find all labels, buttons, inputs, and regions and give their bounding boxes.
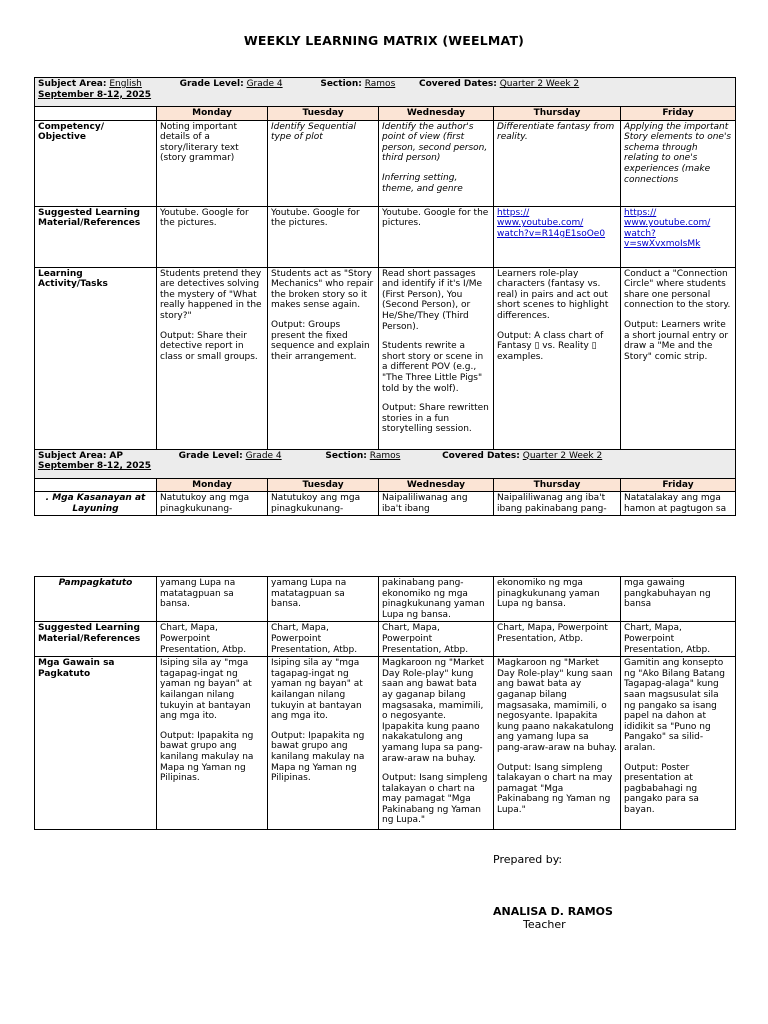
english-activities-monday	[157, 267, 268, 449]
english-materials-friday-link[interactable]: https:// www.youtube.com/ watch? v=swXvxmoIsMk	[624, 207, 711, 250]
ap-objective-bottom-thursday: ekonomiko ng mga pinagkukunang yaman Lupa ng bansa.	[494, 577, 621, 622]
english-competency-wednesday	[379, 120, 494, 206]
ap-grade-value: Grade 4	[245, 450, 282, 461]
ap-materials-monday: Chart, Mapa, Powerpoint Presentation, Atbp.	[157, 622, 268, 657]
english-activities-friday	[621, 267, 736, 449]
english-materials-friday	[621, 206, 736, 267]
ap-materials-friday: Chart, Mapa, Powerpoint Presentation, Atbp.	[621, 622, 736, 657]
ap-activities-thursday-2: Output: Isang simpleng talakayan o chart na may pamagat "Mga Pakinabang ng Yaman ng Lupa."	[497, 762, 613, 815]
english-activities-monday-2: Output: Share their detective report in class or small groups.	[160, 330, 258, 362]
ap-objective-bottom-tuesday: yamang Lupa na matatagpuan sa bansa.	[268, 577, 379, 622]
ap-objective-bottom-row	[35, 577, 736, 622]
ap-activities-tuesday-1: Isiping sila ay "mga tagapag-ingat ng yaman ng bayan" at kailangan nilang tukuyin at bantayan ang mga ito.	[271, 658, 363, 722]
english-competency-row	[35, 120, 736, 206]
english-activities-wednesday-1: Read short passages and identify if it's I/Me (First Person), You (Second Person), or He/She/They (Third Person).	[382, 268, 483, 332]
ap-activities-monday-1: Isiping sila ay "mga tagapag-ingat ng yaman ng bayan" at kailangan nilang tukuyin at bantayan ang mga ito.	[160, 658, 252, 722]
ap-objective-top-wednesday: Naipaliliwanag ang iba't ibang	[379, 492, 494, 516]
ap-subject-value: AP	[109, 450, 123, 461]
english-materials-monday: Youtube. Google for the pictures.	[157, 206, 268, 267]
ap-objective-bottom-wednesday: pakinabang pang-ekonomiko ng mga pinagkukunang yaman Lupa ng bansa.	[379, 577, 494, 622]
ap-activities-friday	[621, 657, 736, 830]
english-day-friday: Friday	[621, 107, 736, 121]
english-subject-label: Subject Area:	[38, 79, 107, 89]
ap-objective-top-tuesday: Natutukoy ang mga pinagkukunang-	[268, 492, 379, 516]
english-activities-wednesday	[379, 267, 494, 449]
ap-day-row	[35, 478, 736, 492]
ap-activities-thursday-1: Magkaroon ng "Market Day Role-play" kung saan ang bawat bata ay gaganap bilang magsasaka, mamimili, o negosyante. Ipapakita kung paano nakakatulong ang yamang lupa sa pang-araw-araw na buhay.	[497, 658, 617, 753]
ap-activities-tuesday-2: Output: Ipapakita ng bawat grupo ang kanilang makulay na Mapa ng Yaman ng Pilipinas.	[271, 730, 365, 784]
english-materials-thursday-link[interactable]: https:// www.youtube.com/ watch?v=R14gE1soOe0	[497, 207, 606, 239]
ap-activities-wednesday-2: Output: Isang simpleng talakayan o chart na may pamagat "Mga Pakinabang ng Yaman ng Lupa."	[382, 773, 488, 826]
ap-day-tuesday: Tuesday	[268, 478, 379, 492]
ap-grade-label: Grade Level:	[178, 450, 243, 461]
ap-day-monday: Monday	[157, 478, 268, 492]
ap-materials-row	[35, 622, 736, 657]
ap-dates-value: Quarter 2 Week 2	[522, 450, 603, 461]
ap-activities-friday-1: Gamitin ang konsepto ng "Ako Bilang Batang Tagapag-alaga" kung saan magsusulat sila ng pangako sa isang papel na dahon at ididikit sa "Puno ng Pangako" sa silid-aralan.	[624, 658, 725, 753]
ap-dates-label: Covered Dates:	[442, 450, 520, 461]
english-day-monday: Monday	[157, 107, 268, 121]
english-header-row	[35, 78, 736, 107]
english-dates-value: Quarter 2 Week 2	[499, 79, 580, 89]
english-activities-wednesday-2: Students rewrite a short story or scene in a different POV (e.g., "The Three Little Pigs" told by the wolf).	[382, 341, 484, 394]
teacher-name: ANALISA D. RAMOS	[493, 905, 613, 918]
matrix-table-top	[34, 77, 736, 516]
english-materials-thursday	[494, 206, 621, 267]
english-competency-monday: Noting important details of a story/literary text (story grammar)	[157, 120, 268, 206]
ap-activities-wednesday	[379, 657, 494, 830]
ap-materials-thursday: Chart, Mapa, Powerpoint Presentation, Atbp.	[494, 622, 621, 657]
english-day-tuesday: Tuesday	[268, 107, 379, 121]
english-materials-tuesday: Youtube. Google for the pictures.	[268, 206, 379, 267]
english-activities-monday-1: Students pretend they are detectives solving the mystery of "What really happened in the story?"	[160, 268, 262, 321]
english-activities-tuesday-2: Output: Groups present the fixed sequence and explain their arrangement.	[271, 319, 370, 362]
english-competency-friday: Applying the important Story elements to one's schema through relating to one's experiences (make connections	[621, 120, 736, 206]
english-day-wednesday: Wednesday	[379, 107, 494, 121]
english-activities-friday-1: Conduct a "Connection Circle" where students share one personal connection to the story.	[624, 268, 731, 311]
english-activities-thursday-2: Output: A class chart of Fantasy ▯ vs. Reality ▯ examples.	[497, 330, 604, 362]
english-materials-row	[35, 206, 736, 267]
english-activities-tuesday-1: Students act as "Story Mechanics" who repair the broken story so it makes sense again.	[271, 268, 374, 311]
ap-activities-friday-2: Output: Poster presentation at pagbabahagi ng pangako para sa bayan.	[624, 762, 699, 815]
ap-objective-top-thursday: Naipaliliwanag ang iba't ibang pakinabang pang-	[494, 492, 621, 516]
english-activities-wednesday-3: Output: Share rewritten stories in a fun storytelling session.	[382, 403, 489, 435]
english-activities-tuesday	[268, 267, 379, 449]
ap-activities-monday	[157, 657, 268, 830]
document-title: WEEKLY LEARNING MATRIX (WEELMAT)	[243, 33, 525, 48]
english-subject-value: English	[109, 79, 142, 89]
english-activities-friday-2: Output: Learners write a short journal entry or draw a "Me and the Story" comic strip.	[624, 319, 729, 362]
ap-dates-line2: September 8-12, 2025	[38, 461, 152, 472]
ap-materials-tuesday: Chart, Mapa, Powerpoint Presentation, Atbp.	[268, 622, 379, 657]
english-activities-row	[35, 267, 736, 449]
ap-activities-tuesday	[268, 657, 379, 830]
english-activities-thursday-1: Learners role-play characters (fantasy vs. real) in pairs and act out short scenes to highlight differences.	[497, 268, 609, 321]
english-competency-wednesday-2: Inferring setting, theme, and genre	[382, 172, 463, 194]
english-activities-label: Learning Activity/Tasks	[35, 267, 157, 449]
english-day-thursday: Thursday	[494, 107, 621, 121]
english-activities-thursday	[494, 267, 621, 449]
ap-materials-wednesday: Chart, Mapa, Powerpoint Presentation, Atbp.	[379, 622, 494, 657]
teacher-role: Teacher	[523, 918, 566, 931]
prepared-by-label: Prepared by:	[493, 853, 563, 866]
ap-activities-thursday	[494, 657, 621, 830]
english-section-value: Ramos	[364, 79, 396, 89]
ap-objective-bottom-label: Pampagkatuto	[35, 577, 157, 622]
english-materials-wednesday: Youtube. Google for the pictures.	[379, 206, 494, 267]
english-competency-label: Competency/ Objective	[35, 120, 157, 206]
ap-header-row	[35, 449, 736, 478]
english-competency-thursday: Differentiate fantasy from reality.	[494, 120, 621, 206]
ap-materials-label: Suggested Learning Material/References	[35, 622, 157, 657]
matrix-table-bottom	[34, 576, 736, 830]
ap-activities-label: Mga Gawain sa Pagkatuto	[35, 657, 157, 830]
english-grade-value: Grade 4	[246, 79, 283, 89]
english-day-row	[35, 107, 736, 121]
ap-objective-top-label: . Mga Kasanayan at Layuning	[35, 492, 157, 516]
ap-activities-row	[35, 657, 736, 830]
ap-activities-monday-2: Output: Ipapakita ng bawat grupo ang kanilang makulay na Mapa ng Yaman ng Pilipinas.	[160, 730, 254, 784]
ap-objective-top-friday: Natatalakay ang mga hamon at pagtugon sa	[621, 492, 736, 516]
ap-section-value: Ramos	[369, 450, 401, 461]
ap-subject-label: Subject Area:	[38, 450, 107, 461]
english-competency-wednesday-1: Identify the author's point of view (first person, second person, third person)	[382, 121, 488, 164]
ap-objective-top-row	[35, 492, 736, 516]
ap-activities-wednesday-1: Magkaroon ng "Market Day Role-play" kung saan ang bawat bata ay gaganap bilang magsasaka, mamimili, o negosyante. Ipapakita kung paano nakakatulong ang yamang lupa sa pang-araw-araw na buhay.	[382, 658, 484, 764]
ap-day-friday: Friday	[621, 478, 736, 492]
english-competency-tuesday: Identify Sequential type of plot	[268, 120, 379, 206]
ap-objective-bottom-friday: mga gawaing pangkabuhayan ng bansa	[621, 577, 736, 622]
ap-day-wednesday: Wednesday	[379, 478, 494, 492]
ap-objective-bottom-monday: yamang Lupa na matatagpuan sa bansa.	[157, 577, 268, 622]
ap-objective-top-monday: Natutukoy ang mga pinagkukunang-	[157, 492, 268, 516]
english-grade-label: Grade Level:	[179, 79, 244, 89]
english-section-label: Section:	[320, 79, 362, 89]
ap-section-label: Section:	[325, 450, 367, 461]
english-materials-label: Suggested Learning Material/References	[35, 206, 157, 267]
ap-day-thursday: Thursday	[494, 478, 621, 492]
english-dates-label: Covered Dates:	[419, 79, 497, 89]
english-dates-line2: September 8-12, 2025	[38, 89, 152, 100]
